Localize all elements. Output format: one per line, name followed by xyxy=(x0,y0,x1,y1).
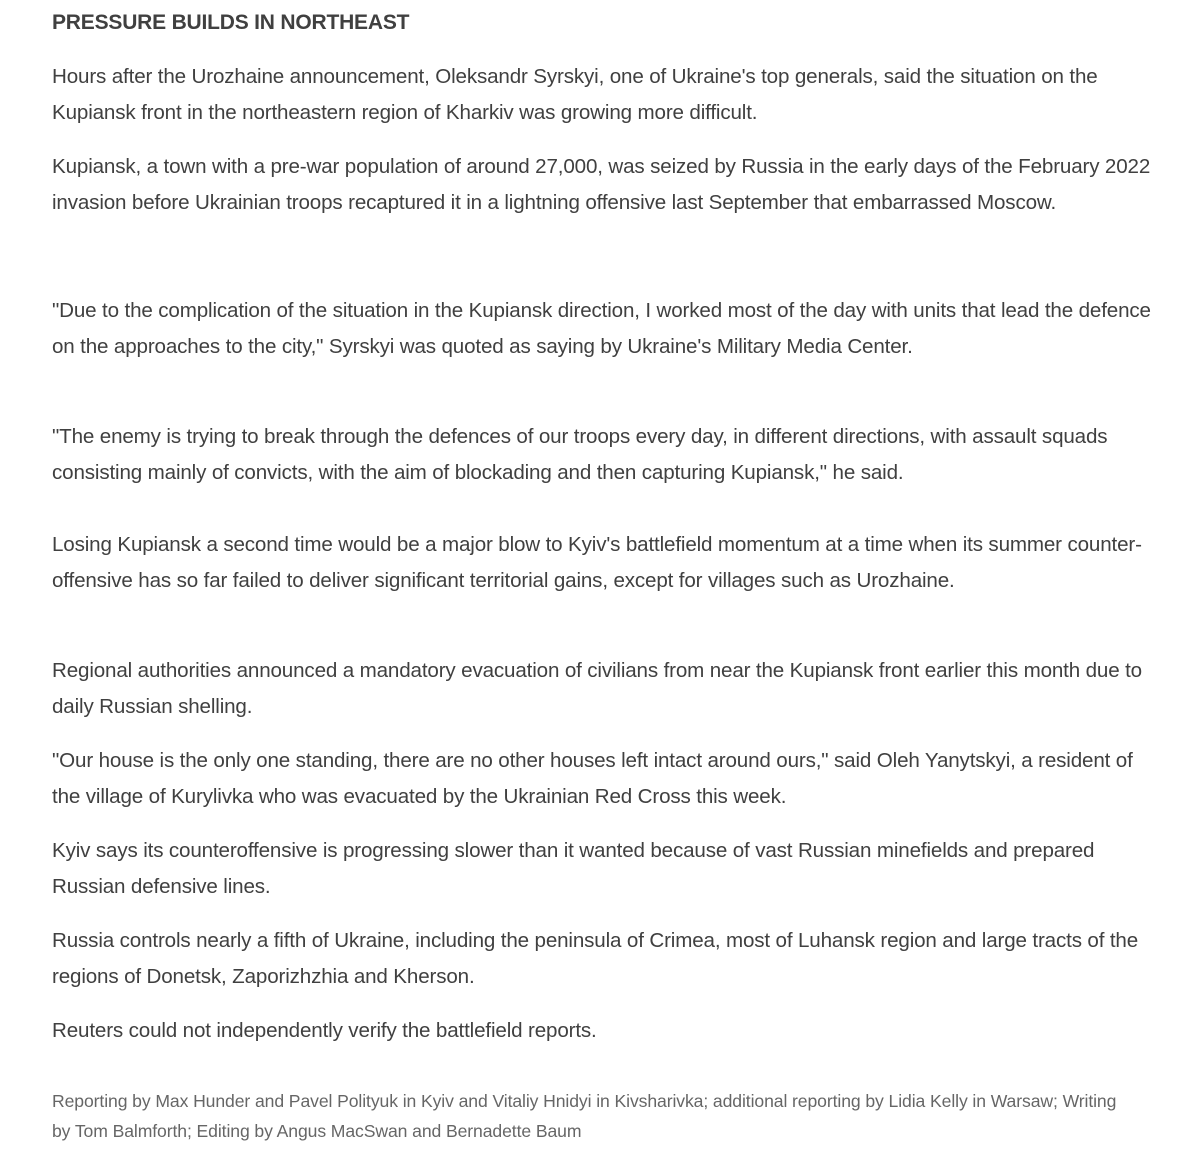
article-paragraph: Losing Kupiansk a second time would be a major blow to Kyiv's battlefield momentum at a time when its summer counter-offensive has so far failed to deliver significant territorial gains, except for villages such as Urozhaine. xyxy=(52,533,1142,592)
article-paragraph: Kupiansk, a town with a pre-war population of around 27,000, was seized by Russia in the early days of the February 2022 invasion before Ukrainian troops recaptured it in a lightning offensive last September that embarrassed Moscow. xyxy=(52,155,1151,214)
article-paragraph: "Due to the complication of the situation in the Kupiansk direction, I worked most of the day with units that lead the defence on the approaches to the city," Syrskyi was quoted as saying by Ukraine's Military Media Center. xyxy=(52,299,1151,358)
article-paragraph: Russia controls nearly a fifth of Ukraine, including the peninsula of Crimea, most of Luhansk region and large tracts of the regions of Donetsk, Zaporizhzhia and Kherson. xyxy=(52,929,1139,988)
article-paragraph: "Our house is the only one standing, there are no other houses left intact around ours," said Oleh Yanytskyi, a resident of the village of Kurylivka who was evacuated by the Ukrainian Red Cross this week. xyxy=(52,749,1133,808)
article-paragraph: "The enemy is trying to break through the defences of our troops every day, in different directions, with assault squads consisting mainly of convicts, with the aim of blockading and then capturing Kupiansk," he said. xyxy=(52,425,1108,484)
reporting-credits: Reporting by Max Hunder and Pavel Polityuk in Kyiv and Vitaliy Hnidyi in Kivsharivka; additional reporting by Lidia Kelly in Warsaw; Writing by Tom Balmforth; Editing by Angus MacSwan and Bernadette Baum xyxy=(52,1091,1117,1141)
article-paragraph: Hours after the Urozhaine announcement, Oleksandr Syrskyi, one of Ukraine's top generals, said the situation on the Kupiansk front in the northeastern region of Kharkiv was growing more difficult. xyxy=(52,65,1098,124)
article-paragraph: Kyiv says its counteroffensive is progressing slower than it wanted because of vast Russian minefields and prepared Russian defensive lines. xyxy=(52,839,1095,898)
section-heading: PRESSURE BUILDS IN NORTHEAST xyxy=(52,11,410,34)
article-paragraph: Regional authorities announced a mandatory evacuation of civilians from near the Kupiansk front earlier this month due to daily Russian shelling. xyxy=(52,659,1142,718)
article-paragraph: Reuters could not independently verify the battlefield reports. xyxy=(52,1019,597,1042)
